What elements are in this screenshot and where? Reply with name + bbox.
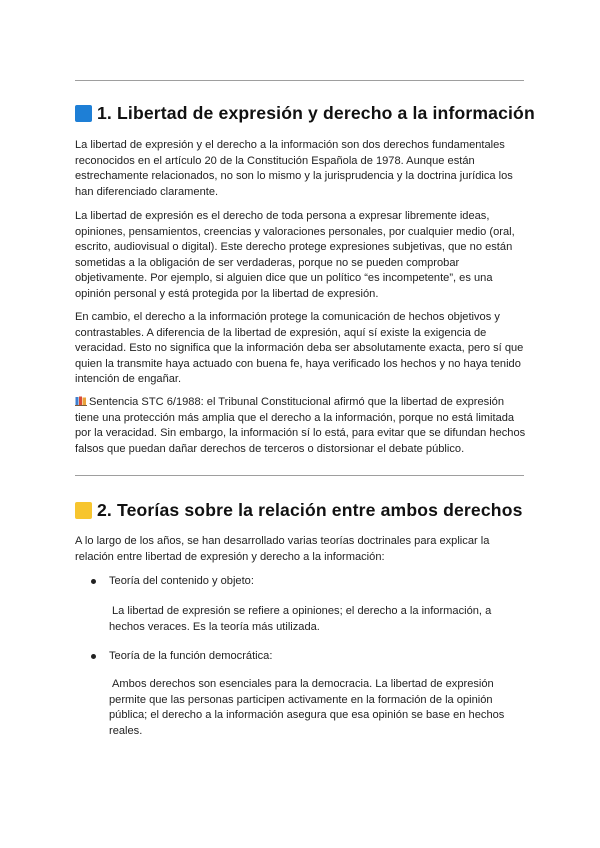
section-1-paragraph-3: En cambio, el derecho a la información protege la comunicación de hechos objetivos y contrastables. A diferencia de la libertad de expresión, aquí sí existe la exigencia de veracidad. Esto no significa que la información deba ser absolutamente exacta, pero sí que quien la transmite haya actuado con buena fe, haya verificado los hechos y no haya tenido intención de engañar. — [75, 311, 524, 385]
section-2-heading — [75, 500, 523, 521]
section-2-intro: A lo largo de los años, se han desarrollado varias teorías doctrinales para explicar la relación entre libertad de expresión y derecho a la información: — [75, 535, 490, 563]
bullet-1 — [91, 579, 96, 584]
yellow-square-icon — [75, 502, 92, 519]
theory-1-text: La libertad de expresión se refiere a opiniones; el derecho a la información, a hechos veraces. Es la teoría más utilizada. — [109, 605, 492, 633]
section-1-paragraph-2: La libertad de expresión es el derecho de toda persona a expresar libremente ideas, opiniones, pensamientos, creencias y valoraciones personales, por cualquier medio (oral, escrito, audiovisual o digital). Este derecho protege expresiones subjetivas, que no están sometidas a la obligación de ser verdaderas, porque no se pueden comprobar objetivamente. Por ejemplo, si alguien dice que un político “es incompetente”, es una opinión personal y está protegida por la libertad de expresión. — [75, 210, 515, 300]
theory-2-label: Teoría de la función democrática: — [109, 650, 273, 662]
section-1-title: 1. Libertad de expresión y derecho a la información — [97, 103, 535, 123]
books-icon — [75, 396, 87, 406]
top-divider — [75, 80, 524, 81]
middle-divider — [75, 475, 524, 476]
theory-1-label: Teoría del contenido y objeto: — [109, 575, 254, 587]
blue-square-icon — [75, 105, 92, 122]
sentencia-note — [75, 395, 530, 457]
section-2-title: 2. Teorías sobre la relación entre ambos derechos — [97, 500, 523, 520]
section-1-heading — [75, 103, 535, 124]
sentencia-text: Sentencia STC 6/1988: el Tribunal Constitucional afirmó que la libertad de expresión tiene una protección más amplia que el derecho a la información, porque no está limitada por la veracidad. Sin embargo, la información sí lo está, para evitar que se difundan hechos falsos que puedan dañar derechos de terceros o distorsionar el debate público. — [75, 396, 526, 455]
section-1-paragraph-1: La libertad de expresión y el derecho a la información son dos derechos fundamentales reconocidos en el artículo 20 de la Constitución Española de 1978. Aunque están estrechamente relacionados, no son lo mismo y la jurisprudencia y la doctrina jurídica los han diferenciado claramente. — [75, 139, 513, 198]
theory-2-text: Ambos derechos son esenciales para la democracia. La libertad de expresión permite que las personas participen activamente en la formación de la opinión pública; el derecho a la información asegura que esa opinión se base en hechos reales. — [109, 678, 505, 737]
bullet-2 — [91, 654, 96, 659]
